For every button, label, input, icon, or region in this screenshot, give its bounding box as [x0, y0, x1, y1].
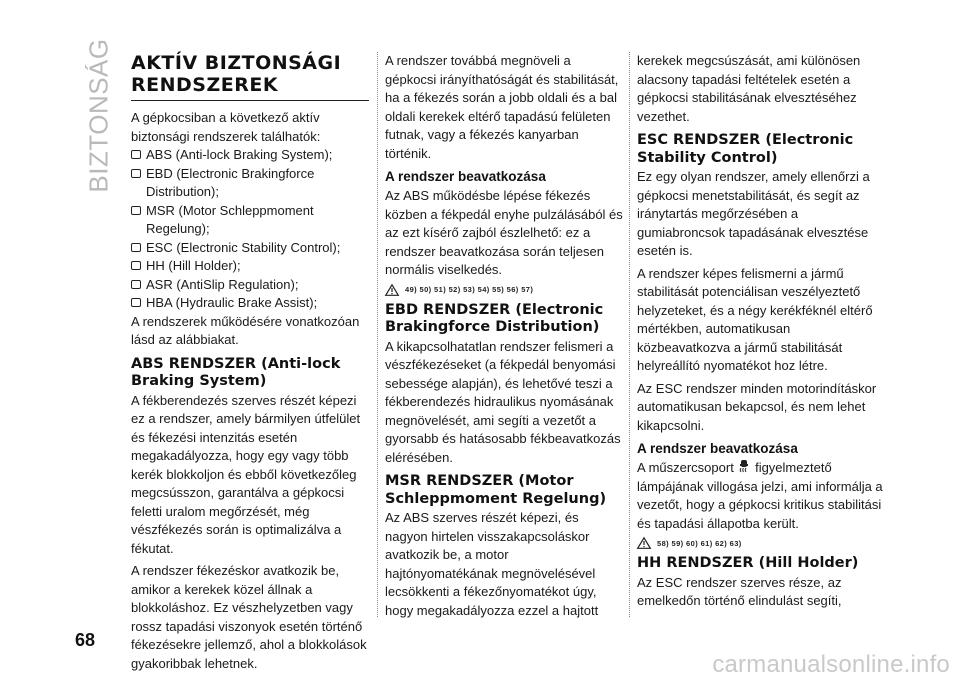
abs-intervention-text: Az ABS működésbe lépése fékezés közben a fékpedál enyhe pulzálásából és az ezt kísérő zajból észlelhető: ez a rendszer beavatkozása során teljesen normális viselkedés.: [385, 188, 623, 277]
checkbox-bullet-icon: [131, 298, 141, 307]
reference-numbers: 58) 59) 60) 61) 62) 63): [657, 538, 742, 548]
esc-heading: ESC RENDSZER (Electronic Stability Control): [637, 132, 854, 166]
list-item: EBD (Electronic Brakingforce Distribution);: [131, 165, 369, 202]
hh-paragraph: Az ESC rendszer szerves része, az emelkedőn történő elindulást segíti,: [637, 574, 842, 608]
list-item: HH (Hill Holder);: [131, 257, 369, 276]
esc-intervention-subheading: A rendszer beavatkozása: [637, 441, 798, 456]
warning-triangle-icon: [385, 284, 399, 296]
msr-paragraph: Az ABS szerves részét képezi, és nagyon hirtelen visszakapcsoláskor avatkozik be, a motor hajtónyomatékának megnövelésével lecsökkenti a fékezőnyomatékot úgy, hogy megakadályozza ezzel a hajtott: [385, 510, 599, 618]
column-divider-1: [377, 52, 379, 617]
abs-paragraph-3: A rendszer továbbá megnöveli a gépkocsi irányíthatóságát és stabilitását, ha a fékezés során a jobb oldali és a bal oldali kerekek eltérő tapadású felületen futnak, vagy a fékezés kanyarban történik.: [385, 53, 619, 161]
abs-intervention-subheading: A rendszer beavatkozása: [385, 169, 546, 184]
section-label: BIZTONSÁG: [83, 37, 114, 193]
list-item: HBA (Hydraulic Brake Assist);: [131, 294, 369, 313]
checkbox-bullet-icon: [131, 280, 141, 289]
esc-intervention-text: A műszercsoport figyelmeztető lámpájának villogása jelzi, ami informálja a vezetőt, hogy a gépkocsi kritikus stabilitási és tapadási állapotba került.: [637, 460, 883, 531]
warning-references-2: [637, 537, 885, 549]
column-divider-2: [629, 52, 631, 617]
column-2: [385, 52, 623, 627]
list-item: MSR (Motor Schleppmoment Regelung);: [131, 202, 369, 239]
warning-references: [385, 284, 623, 296]
msr-heading: MSR RENDSZER (Motor Schleppmoment Regelung): [385, 473, 607, 507]
ebd-paragraph: A kikapcsolhatatlan rendszer felismeri a vészfékezéseket (a fékpedál benyomási sebessége alapján), és lehetővé teszi a fékberendezés hidraulikus nyomásának megnövelését, ami segíti a vezetőt a gyorsabb és hatásosabb fékbeavatkozás elérésében.: [385, 338, 621, 465]
page-number: 68: [75, 630, 96, 650]
outro-text: A rendszerek működésére vonatkozóan lásd az alábbiakat.: [131, 313, 360, 347]
watermark: carmanualsonline.info: [712, 651, 950, 678]
checkbox-bullet-icon: [131, 261, 141, 270]
msr-paragraph-continued: kerekek megcsúszását, ami különösen alacsony tapadási feltételek esetén a gépkocsi stabilitásának elvesztéséhez vezethet.: [637, 53, 861, 124]
warning-triangle-icon: [637, 537, 651, 549]
checkbox-bullet-icon: [131, 243, 141, 252]
list-item: ESC (Electronic Stability Control);: [131, 239, 369, 258]
intro-text: A gépkocsiban a következő aktív biztonsági rendszerek találhatók:: [131, 110, 321, 144]
systems-list: [131, 146, 369, 313]
checkbox-bullet-icon: [131, 150, 141, 159]
abs-paragraph-1: A fékberendezés szerves részét képezi ez a rendszer, amely bármilyen útfelület és fékezési intenzitás esetén megakadályozza, hogy egy vagy több kerék blokkoljon és ebből következőleg megcsússzon, garantálva a gépkocsi feletti uralom megőrzését, még vészfékezés során is optimalizálva a fékutat.: [131, 392, 361, 556]
esc-paragraph-2: A rendszer képes felismerni a jármű stabilitását potenciálisan veszélyeztető helyzeteket, és a négy kerékféknél eltérő mértékben, automatikusan közbeavatkozva a jármű stabilitását helyreállító nyomatékot hoz létre.: [637, 265, 873, 373]
page-title: AKTÍV BIZTONSÁGI RENDSZEREK: [131, 52, 369, 101]
abs-heading: ABS RENDSZER (Anti-lock Braking System): [131, 355, 341, 389]
column-1: [131, 52, 369, 671]
hh-heading: HH RENDSZER (Hill Holder): [637, 555, 859, 571]
esc-skidding-car-icon: [739, 459, 749, 474]
ebd-heading: EBD RENDSZER (Electronic Brakingforce Distribution): [385, 301, 604, 335]
checkbox-bullet-icon: [131, 206, 141, 215]
esc-paragraph-1: Ez egy olyan rendszer, amely ellenőrzi a gépkocsi menetstabilitását, és segít az iránytartás megőrzésében a gumiabroncsok tapadásának elvesztése esetén is.: [637, 169, 870, 258]
checkbox-bullet-icon: [131, 169, 141, 178]
esc-paragraph-3: Az ESC rendszer minden motorindításkor automatikusan bekapcsol, és nem lehet kikapcsolni.: [637, 380, 877, 433]
list-item: ABS (Anti-lock Braking System);: [131, 146, 369, 165]
list-item: ASR (AntiSlip Regulation);: [131, 276, 369, 295]
reference-numbers: 49) 50) 51) 52) 53) 54) 55) 56) 57): [405, 285, 534, 294]
column-3: [637, 52, 885, 627]
abs-paragraph-2: A rendszer fékezéskor avatkozik be, amikor a kerekek közel állnak a blokkoláshoz. Ez vészhelyzetben vagy rossz tapadási viszonyok esetén történő fékezésekre jellemző, ahol a blokkolások gyakoribbak lehetnek.: [131, 563, 367, 671]
